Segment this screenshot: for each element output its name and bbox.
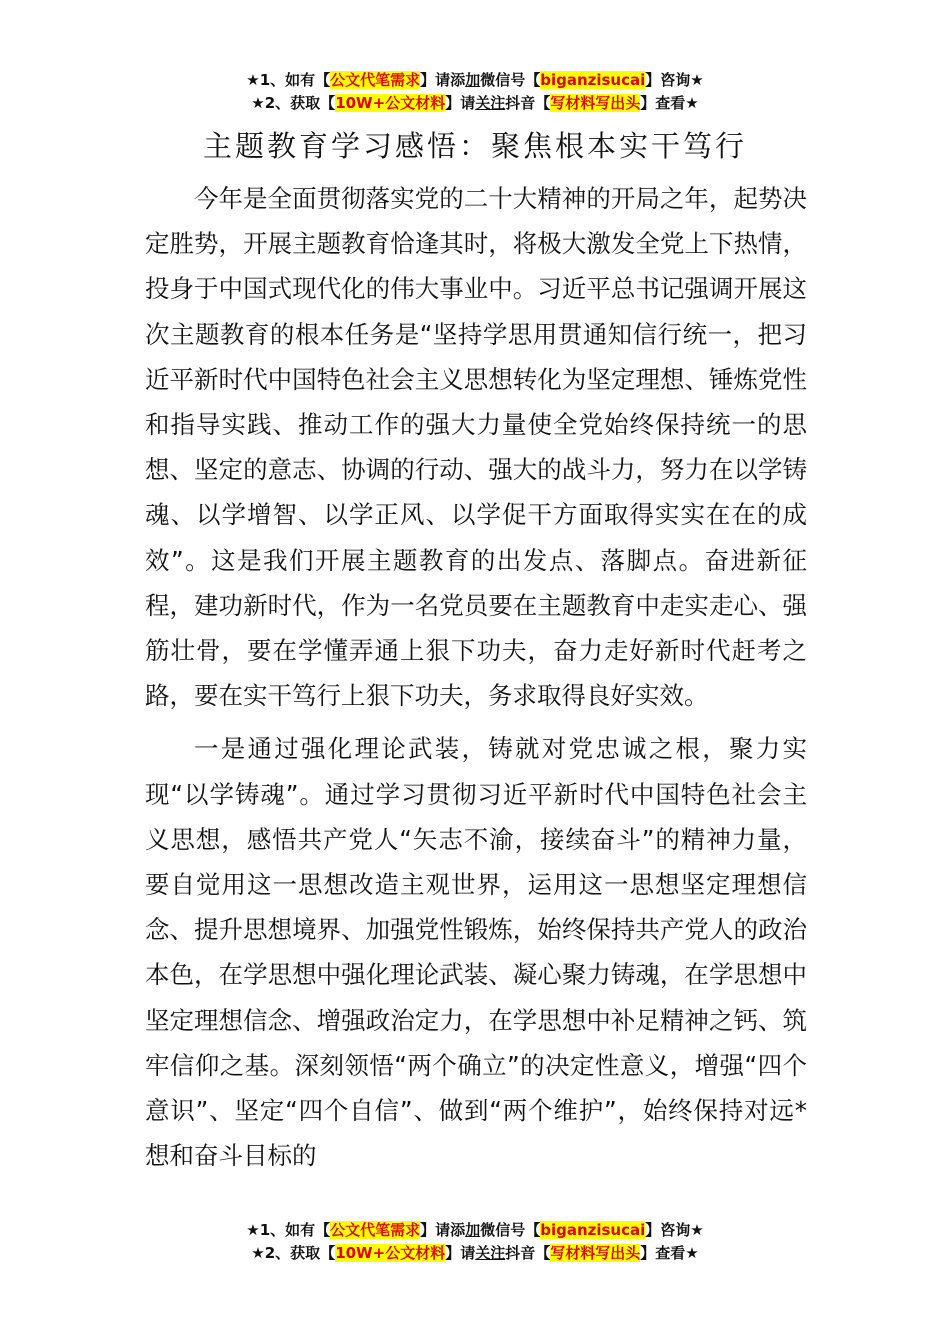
highlight-service: 公文代笔需求 (330, 1221, 421, 1239)
top-banner (0, 69, 950, 115)
highlight-douyin: 写材料写出头 (550, 1244, 641, 1262)
highlight-materials: 10W+公文材料 (335, 94, 446, 112)
highlight-service: 公文代笔需求 (330, 71, 421, 89)
document-body (145, 176, 807, 1178)
highlight-douyin: 写材料写出头 (550, 94, 641, 112)
top-banner-line-1: ★1、如有【公文代笔需求】请添加微信号【biganzisucai】咨询★ (246, 71, 704, 89)
paragraph-intro: 今年是全面贯彻落实党的二十大精神的开局之年，起势决定胜势，开展主题教育恰逢其时，将极大激发全党上下热情，投身于中国式现代化的伟大事业中。习近平总书记强调开展这次主题教育的根本任务是“坚持学思用贯通知信行统一，把习近平新时代中国特色社会主义思想转化为坚定理想、锤炼党性和指导实践、推动工作的强大力量使全党始终保持统一的思想、坚定的意志、协调的行动、强大的战斗力，努力在以学铸魂、以学增智、以学正风、以学促干方面取得实实在在的成效”。这是我们开展主题教育的出发点、落脚点。奋进新征程，建功新时代，作为一名党员要在主题教育中走实走心、强筋壮骨，要在学懂弄通上狠下功夫，奋力走好新时代赶考之路，要在实干笃行上狠下功夫，务求取得良好实效。 (145, 184, 807, 711)
highlight-wechat-id: biganzisucai (540, 1221, 646, 1239)
paragraph-point-one: 一是通过强化理论武装，铸就对党忠诚之根，聚力实现“以学铸魂”。通过学习贯彻习近平新时代中国特色社会主义思想，感悟共产党人“矢志不渝，接续奋斗”的精神力量，要自觉用这一思想改造主观世界，运用这一思想坚定理想信念、提升思想境界、加强党性锻炼，始终保持共产党人的政治本色，在学思想中强化理论武装、凝心聚力铸魂，在学思想中坚定理想信念、增强政治定力，在学思想中补足精神之钙、筑牢信仰之基。深刻领悟“两个确立”的决定性意义，增强“四个意识”、坚定“四个自信”、做到“两个维护”，始终保持对远*想和奋斗目标的 (145, 734, 807, 1171)
document-title: 主题教育学习感悟：聚焦根本实干笃行 (202, 129, 747, 163)
bottom-banner (0, 1219, 950, 1265)
highlight-wechat-id: biganzisucai (540, 71, 646, 89)
top-banner-line-2: ★2、获取【10W+公文材料】请关注抖音【写材料写出头】查看★ (251, 94, 699, 112)
bottom-banner-line-2: ★2、获取【10W+公文材料】请关注抖音【写材料写出头】查看★ (251, 1244, 699, 1262)
highlight-materials: 10W+公文材料 (335, 1244, 446, 1262)
bottom-banner-line-1: ★1、如有【公文代笔需求】请添加微信号【biganzisucai】咨询★ (246, 1221, 704, 1239)
